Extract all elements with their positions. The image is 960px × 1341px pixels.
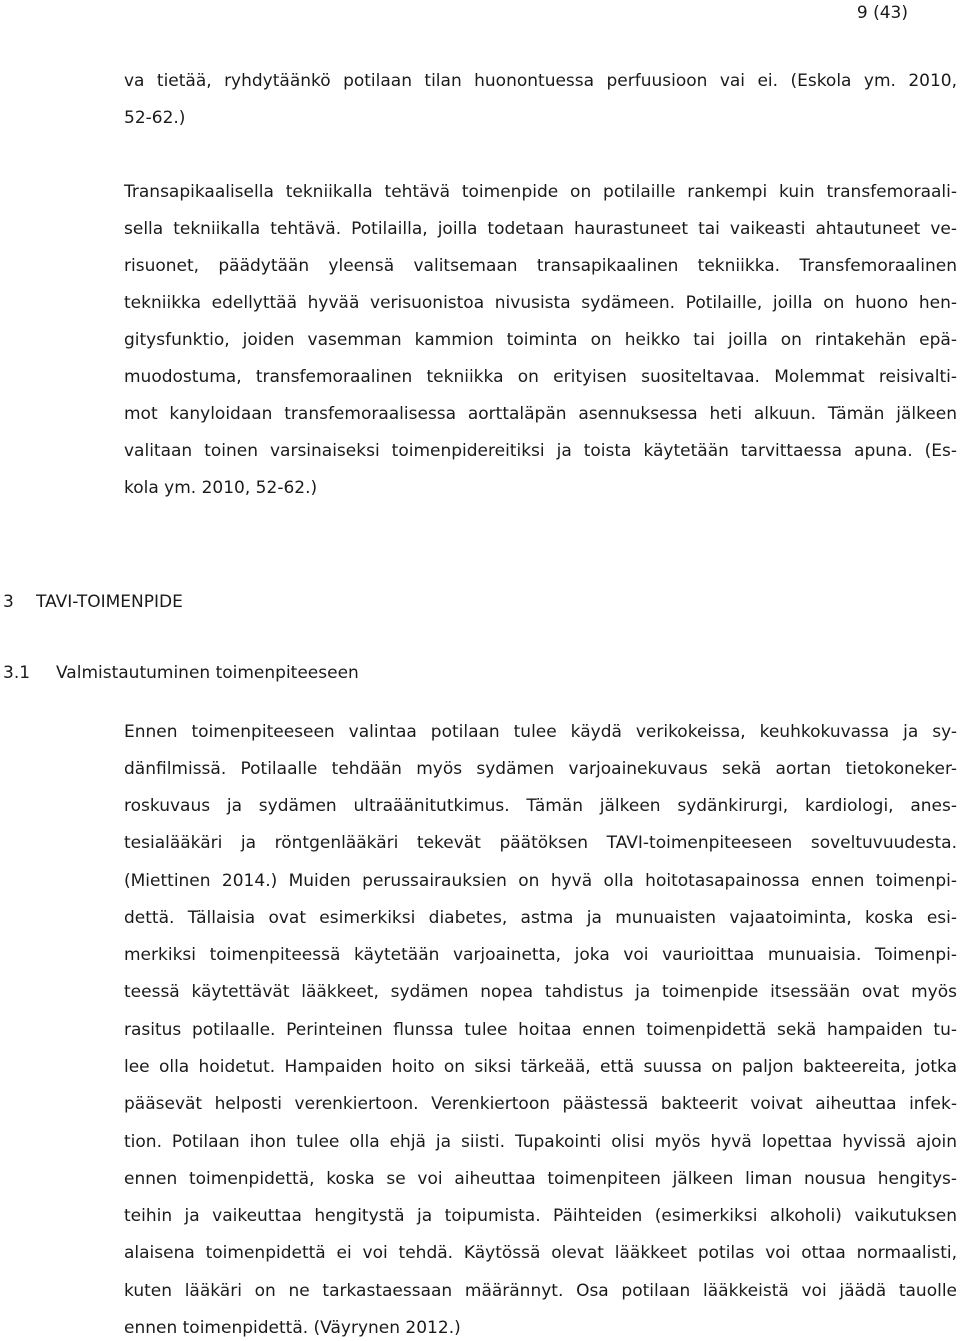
section-title: TAVI-TOIMENPIDE xyxy=(36,592,183,612)
text-line: Transapikaalisella tekniikalla tehtävä toimenpide on potilaille rankempi kuin transfemoraali- xyxy=(124,182,957,202)
section-number: 3 xyxy=(3,592,14,612)
text-line: roskuvaus ja sydämen ultraäänitutkimus. Tämän jälkeen sydänkirurgi, kardiologi, anes- xyxy=(124,796,957,816)
text-line: (Miettinen 2014.) Muiden perussairauksien on hyvä olla hoitotasapainossa ennen toimenpi- xyxy=(124,871,957,891)
text-line: ennen toimenpidettä, koska se voi aiheuttaa toimenpiteen jälkeen liman nousua hengitys- xyxy=(124,1169,957,1189)
text-line: valitaan toinen varsinaiseksi toimenpidereitiksi ja toista käytetään tarvittaessa apuna. (Es- xyxy=(124,441,957,461)
text-line: pääsevät helposti verenkiertoon. Verenkiertoon päästessä bakteerit voivat aiheuttaa infek- xyxy=(124,1094,957,1114)
subsection-heading xyxy=(3,661,359,685)
text-line: tesialääkäri ja röntgenlääkäri tekevät päätöksen TAVI-toimenpiteeseen soveltuvuudesta. xyxy=(124,833,957,853)
text-line: merkiksi toimenpiteessä käytetään varjoainetta, joka voi vaurioittaa munuaisia. Toimenpi- xyxy=(124,945,957,965)
text-line: Ennen toimenpiteeseen valintaa potilaan tulee käydä verikokeissa, keuhkokuvassa ja sy- xyxy=(124,722,957,742)
subsection-title: Valmistautuminen toimenpiteeseen xyxy=(56,663,359,683)
text-line: lee olla hoidetut. Hampaiden hoito on siksi tärkeää, että suussa on paljon bakteereita, jotka xyxy=(124,1057,957,1077)
text-line: muodostuma, transfemoraalinen tekniikka on erityisen suositeltavaa. Molemmat reisivalti- xyxy=(124,367,957,387)
text-line: alaisena toimenpidettä ei voi tehdä. Käytössä olevat lääkkeet potilas voi ottaa normaalisti, xyxy=(124,1243,957,1263)
text-line: rasitus potilaalle. Perinteinen flunssa tulee hoitaa ennen toimenpidettä sekä hampaiden tu- xyxy=(124,1020,957,1040)
page-number: 9 (43) xyxy=(856,3,908,23)
text-line: teessä käytettävät lääkkeet, sydämen nopea tahdistus ja toimenpide itsessään ovat myös xyxy=(124,982,957,1002)
text-line: va tietää, ryhdytäänkö potilaan tilan huonontuessa perfuusioon vai ei. (Eskola ym. 2010, xyxy=(124,71,957,91)
text-line: ennen toimenpidettä. (Väyrynen 2012.) xyxy=(124,1318,461,1338)
text-line: teihin ja vaikeuttaa hengitystä ja toipumista. Päihteiden (esimerkiksi alkoholi) vaikutuksen xyxy=(124,1206,957,1226)
text-line: sella tekniikalla tehtävä. Potilailla, joilla todetaan haurastuneet tai vaikeasti ahtautuneet ve- xyxy=(124,219,957,239)
text-line: kola ym. 2010, 52-62.) xyxy=(124,478,318,498)
text-line: gitysfunktio, joiden vasemman kammion toiminta on heikko tai joilla on rintakehän epä- xyxy=(124,330,957,350)
text-line: 52-62.) xyxy=(124,108,186,128)
text-line: tion. Potilaan ihon tulee olla ehjä ja siisti. Tupakointi olisi myös hyvä lopettaa hyvissä ajoin xyxy=(124,1132,957,1152)
subsection-number: 3.1 xyxy=(3,663,31,683)
text-line: dänfilmissä. Potilaalle tehdään myös sydämen varjoainekuvaus sekä aortan tietokoneker- xyxy=(124,759,957,779)
section-heading xyxy=(3,590,183,614)
text-line: risuonet, päädytään yleensä valitsemaan transapikaalinen tekniikka. Transfemoraalinen xyxy=(124,256,957,276)
text-line: mot kanyloidaan transfemoraalisessa aorttaläpän asennuksessa heti alkuun. Tämän jälkeen xyxy=(124,404,957,424)
text-line: dettä. Tällaisia ovat esimerkiksi diabetes, astma ja munuaisten vajaatoiminta, koska esi- xyxy=(124,908,957,928)
text-line: kuten lääkäri on ne tarkastaessaan määrännyt. Osa potilaan lääkkeistä voi jäädä tauolle xyxy=(124,1281,957,1301)
text-line: tekniikka edellyttää hyvää verisuonistoa nivusista sydämeen. Potilaille, joilla on huono hen- xyxy=(124,293,957,313)
